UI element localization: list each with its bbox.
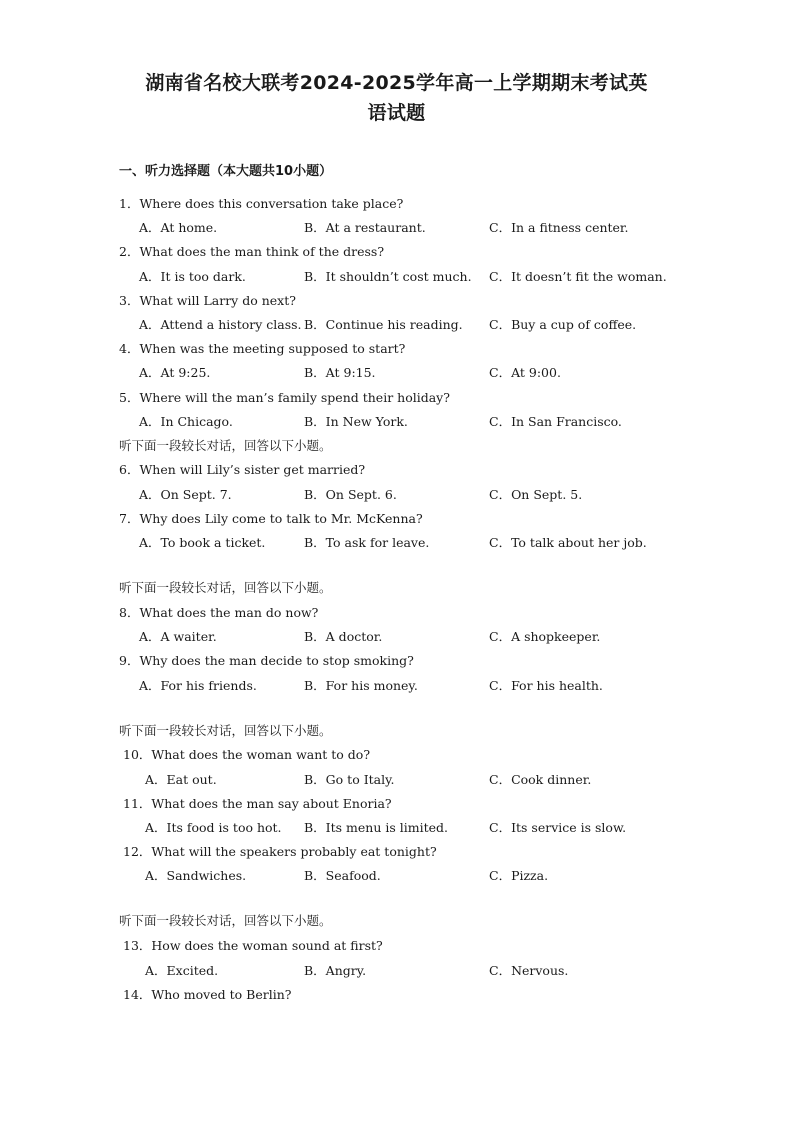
option-4a: A．At 9:25. (139, 365, 211, 380)
question-10: 10．What does the woman want to do? (123, 747, 371, 762)
option-2b: B．It shouldn’t cost much. (304, 269, 472, 284)
option-7b: B．To ask for leave. (304, 535, 430, 550)
question-5: 5．Where will the man’s family spend their holiday? (119, 390, 450, 405)
option-9a: A．For his friends. (139, 678, 257, 693)
option-11a: A．Its food is too hot. (145, 820, 282, 835)
question-11: 11．What does the man say about Enoria? (123, 796, 392, 811)
instruction-note-2: 听下面一段较长对话，回答以下小题。 (119, 580, 332, 595)
question-13: 13．How does the woman sound at first? (123, 938, 383, 953)
option-4b: B．At 9:15. (304, 365, 376, 380)
option-11b: B．Its menu is limited. (304, 820, 448, 835)
option-1a: A．At home. (139, 220, 218, 235)
option-4c: C．At 9:00. (489, 365, 561, 380)
option-2c: C．It doesn’t fit the woman. (489, 269, 667, 284)
option-12c: C．Pizza. (489, 868, 549, 883)
option-13a: A．Excited. (145, 963, 219, 978)
page-title-line-2: 语试题 (367, 102, 426, 124)
option-3a: A．Attend a history class. (139, 317, 302, 332)
option-7c: C．To talk about her job. (489, 535, 647, 550)
option-12b: B．Seafood. (304, 868, 381, 883)
section-heading: 一、听力选择题（本大题共10小题） (119, 164, 333, 179)
option-7a: A．To book a ticket. (139, 535, 266, 550)
option-6a: A．On Sept. 7. (139, 487, 232, 502)
option-2a: A．It is too dark. (139, 269, 246, 284)
instruction-note-1: 听下面一段较长对话，回答以下小题。 (119, 438, 332, 453)
question-1: 1．Where does this conversation take place? (119, 196, 404, 211)
option-6c: C．On Sept. 5. (489, 487, 583, 502)
instruction-note-4: 听下面一段较长对话，回答以下小题。 (119, 913, 332, 928)
question-12: 12．What will the speakers probably eat tonight? (123, 844, 437, 859)
option-10b: B．Go to Italy. (304, 772, 395, 787)
option-13b: B．Angry. (304, 963, 367, 978)
option-11c: C．Its service is slow. (489, 820, 627, 835)
option-5a: A．In Chicago. (139, 414, 233, 429)
option-5b: B．In New York. (304, 414, 408, 429)
option-8a: A．A waiter. (139, 629, 217, 644)
question-2: 2．What does the man think of the dress? (119, 244, 385, 259)
page-title-line-1: 湖南省名校大联考2024-2025学年高一上学期期末考试英 (145, 72, 648, 94)
question-9: 9．Why does the man decide to stop smoking? (119, 653, 414, 668)
option-3c: C．Buy a cup of coffee. (489, 317, 637, 332)
question-8: 8．What does the man do now? (119, 605, 319, 620)
question-6: 6．When will Lily’s sister get married? (119, 462, 366, 477)
option-13c: C．Nervous. (489, 963, 569, 978)
question-14: 14．Who moved to Berlin? (123, 987, 292, 1002)
question-4: 4．When was the meeting supposed to start? (119, 341, 406, 356)
instruction-note-3: 听下面一段较长对话，回答以下小题。 (119, 723, 332, 738)
option-9c: C．For his health. (489, 678, 603, 693)
option-9b: B．For his money. (304, 678, 418, 693)
option-1b: B．At a restaurant. (304, 220, 426, 235)
question-7: 7．Why does Lily come to talk to Mr. McKenna? (119, 511, 423, 526)
option-3b: B．Continue his reading. (304, 317, 463, 332)
option-10c: C．Cook dinner. (489, 772, 592, 787)
option-8c: C．A shopkeeper. (489, 629, 601, 644)
option-6b: B．On Sept. 6. (304, 487, 397, 502)
option-5c: C．In San Francisco. (489, 414, 622, 429)
option-1c: C．In a fitness center. (489, 220, 629, 235)
option-8b: B．A doctor. (304, 629, 383, 644)
option-10a: A．Eat out. (145, 772, 217, 787)
question-3: 3．What will Larry do next? (119, 293, 296, 308)
option-12a: A．Sandwiches. (145, 868, 247, 883)
